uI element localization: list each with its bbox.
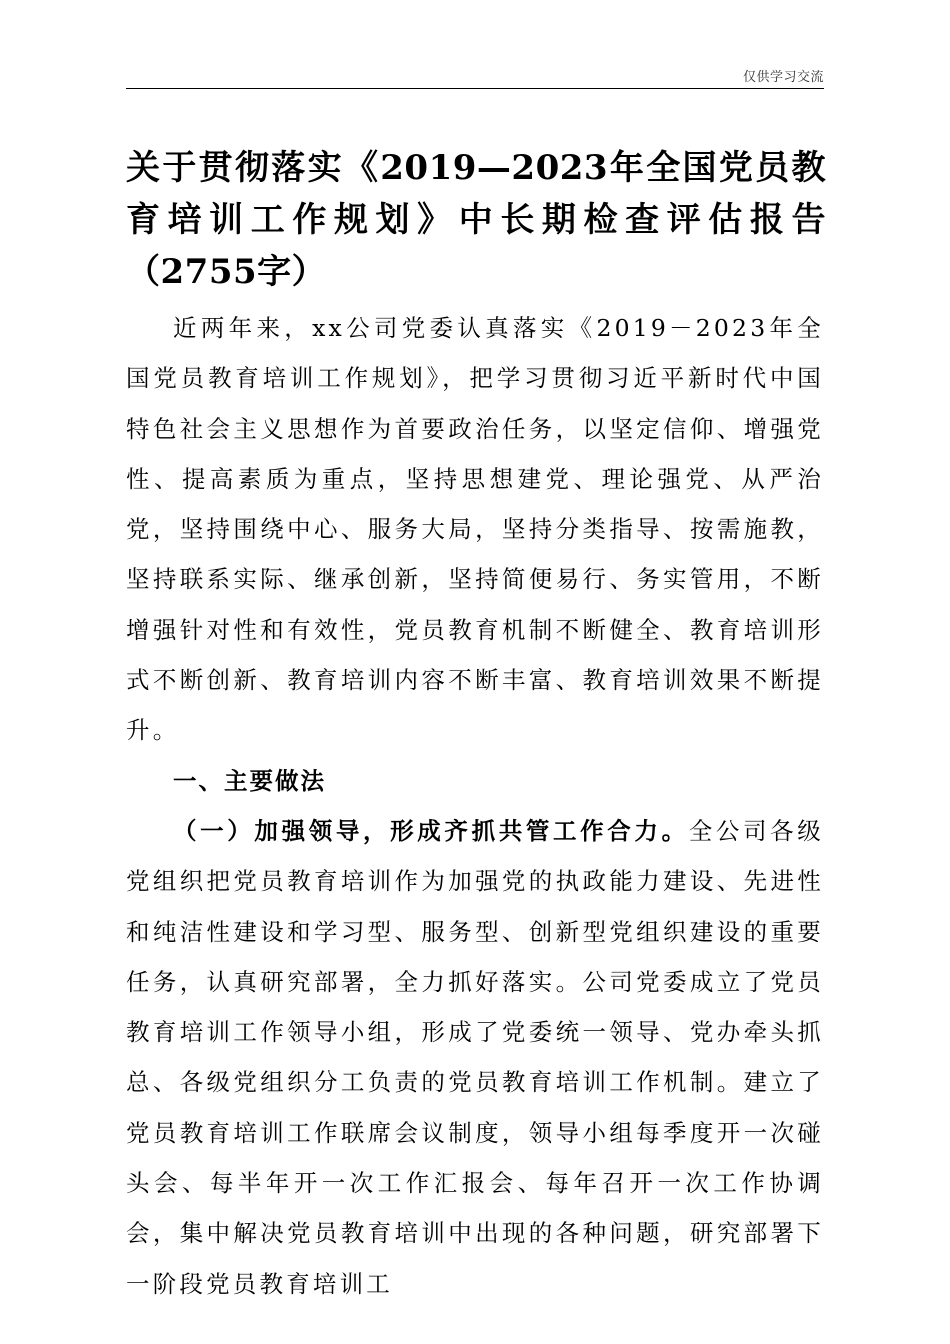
header-note: 仅供学习交流 — [742, 70, 824, 85]
intro-paragraph: 近两年来，xx公司党委认真落实《2019－2023年全国党员教育培训工作规划》，把学习贯彻习近平新时代中国特色社会主义思想作为首要政治任务，以坚定信仰、增强党性、提高素质为重点，坚持思想建党、理论强党、从严治党，坚持围绕中心、服务大局，坚持分类指导、按需施教，坚持联系实际、继承创新，坚持简便易行、务实管用，不断增强针对性和有效性，党员教育机制不断健全、教育培训形式不断创新、教育培训内容不断丰富、教育培训效果不断提升。 — [126, 314, 824, 745]
subsection-paragraph — [126, 806, 824, 1309]
document-body — [126, 303, 824, 1309]
section-heading: 一、主要做法 — [173, 766, 326, 795]
subsection-body: 全公司各级党组织把党员教育培训作为加强党的执政能力建设、先进性和纯洁性建设和学习型、服务型、创新型党组织建设的重要任务，认真研究部署，全力抓好落实。公司党委成立了党员教育培训工作领导小组，形成了党委统一领导、党办牵头抓总、各级党组织分工负责的党员教育培训工作机制。建立了党员教育培训工作联席会议制度，领导小组每季度开一次碰头会、每半年开一次工作汇报会、每年召开一次工作协调会，集中解决党员教育培训中出现的各种问题，研究部署下一阶段党员教育培训工 — [126, 816, 824, 1298]
subsection-lead: （一）加强领导，形成齐抓共管工作合力。 — [173, 816, 689, 845]
document-title: 关于贯彻落实《2019—2023年全国党员教育培训工作规划》中长期检查评估报告（2755字） — [126, 148, 826, 292]
header-divider — [126, 88, 824, 89]
